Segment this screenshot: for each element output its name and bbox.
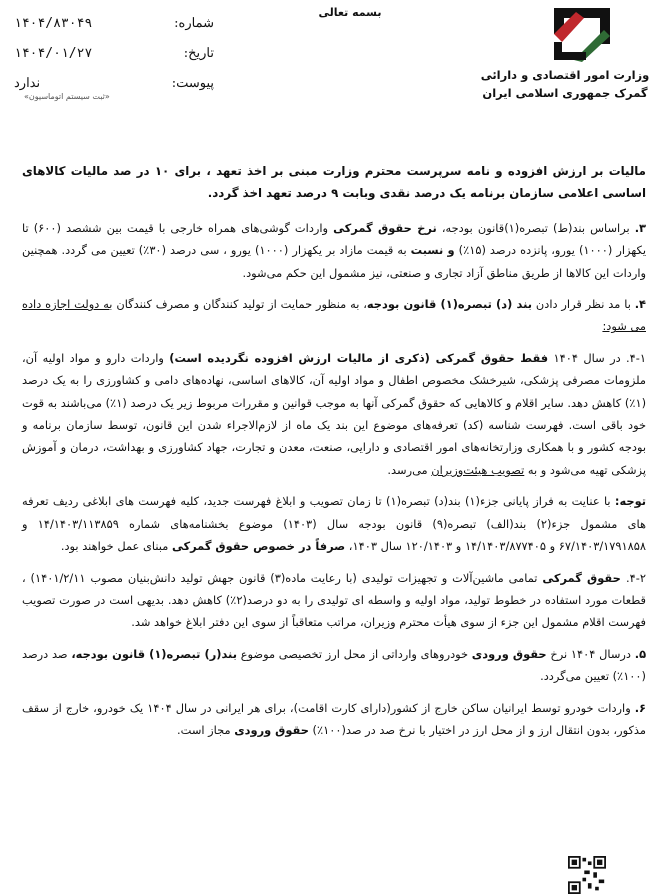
- note-bold-1: توجه:: [614, 494, 647, 509]
- paragraph-5: [22, 643, 646, 688]
- p3-text-1: براساس بند(ط) تبصره(۱)قانون بودجه،: [436, 220, 635, 235]
- number-label: شماره:: [174, 15, 214, 31]
- date-label: تاریخ:: [183, 45, 214, 61]
- p4-underline-1: به دولت اجازه داده می شود:: [22, 297, 646, 334]
- p5-bold-2: بند(ر) تبصره(۱) قانون بودجه،: [71, 646, 237, 661]
- number-row: [14, 8, 214, 38]
- attachment-value: ندارد: [14, 75, 41, 91]
- number-value: ۱۴۰۴/۸۳۰۴۹: [14, 15, 93, 31]
- date-value: ۱۴۰۴/۰۱/۲۷: [14, 45, 93, 61]
- p5-text-2: خودروهای وارداتی از محل ارز تخصیصی موضوع: [237, 646, 472, 661]
- p42-number: ۴-۲.: [626, 570, 646, 585]
- organization-name: [470, 66, 660, 102]
- p41-bold-1: فقط حقوق گمرکی (ذکری از مالیات ارزش افزوده نگردیده است): [169, 350, 549, 365]
- org-line-2: گمرک جمهوری اسلامی ایران: [482, 86, 648, 100]
- paragraph-4: [22, 293, 646, 338]
- p3-text-3: به قیمت مازاد بر یکهزار (۱۰۰۰) یورو ، سی درصد (۳۰٪) تعیین می گردد. همچنین واردات این کالاها از طریق مناطق آزاد تجاری و صنعتی، نیز مشمول این حکم می‌شود.: [22, 243, 646, 280]
- p42-text-1: تمامی ماشین‌آلات و تجهیزات تولیدی (با رعایت ماده(۳) قانون جهش تولید دانش‌بنیان مصوب ۱۴۰۱/۲/۱۱) ، قطعات مورد استفاده در خطوط تولید، مواد اولیه و واسطه ای تولیدی را به دو درصد(۲٪) کاهش دهد. بدیهی است در صورت تصویب فهرست اقلام مشمول این جزء از سوی هیأت محترم وزیران، مراتب متعاقباً از سوی این دفتر ابلاغ خواهد شد.: [22, 570, 647, 630]
- note-bold-2: صرفاً در خصوص حقوق گمرکی: [171, 539, 346, 554]
- note-text-1: با عنایت به فراز پایانی جزء(۱) بند(د) تبصره(۱) تا زمان تصویب و ابلاغ فهرست جدید، کلیه فهرست های ابلاغی ردیف تعرفه های مشمول جزء(۲) بند(الف) تبصره(۹) قانون بودجه سال (۱۴۰۳) موضوع بخشنامه‌های شماره ۱۴/۱۴۰۳/۱۱۳۸۵۹ و ۶۷/۱۴۰۳/۱۷۹۱۸۵۸ و ۱۴/۱۴۰۳/۸۷۷۴۰۵ و ۱۲۰/۱۴۰۳ سال ۱۴۰۳،: [22, 494, 646, 554]
- p6-number: ۶.: [634, 700, 646, 715]
- p3-number: ۳.: [634, 220, 646, 235]
- subject-paragraph: مالیات بر ارزش افزوده و نامه سرپرست محترم وزارت مبنی بر اخذ تعهد ، برای ۱۰ در صد مالیات کالاهای اساسی اعلامی سازمان برنامه یک درصد نقدی وبابت ۹ درصد تعهد اخذ گردد.: [22, 164, 646, 201]
- p41-text-3: می‌رسد.: [387, 462, 432, 477]
- p4-bold-1: بند (د) تبصره(۱) قانون بودجه: [366, 297, 533, 312]
- note-paragraph: [22, 490, 646, 557]
- p41-text-1: در سال ۱۴۰۴: [548, 350, 627, 365]
- p5-text-3: صد درصد (۱۰۰٪) تعیین می‌گردد.: [22, 646, 646, 684]
- p4-text-1: با مد نظر قرار دادن: [532, 297, 635, 312]
- note-text-2: مبنای عمل خواهند بود.: [60, 539, 172, 554]
- p3-bold-2: و نسبت: [410, 243, 455, 258]
- p4-number: ۴.: [634, 297, 646, 312]
- p6-bold-1: حقوق ورودی: [234, 722, 309, 737]
- paragraph-4-2: [22, 567, 646, 634]
- basmala: بسمه تعالی: [318, 6, 382, 19]
- paragraph-4-1: [22, 347, 646, 481]
- letter-meta: [14, 8, 214, 101]
- paragraph-3: [22, 217, 646, 284]
- p6-text-2: مجاز است.: [177, 722, 235, 737]
- p5-number: ۵.: [634, 646, 647, 661]
- letter-body: [22, 160, 646, 750]
- p41-number: ۴-۱.: [626, 350, 647, 365]
- customs-emblem-icon: [546, 4, 612, 64]
- p42-bold-1: حقوق گمرکی: [542, 570, 627, 585]
- attachment-label: پیوست:: [171, 75, 214, 91]
- p6-text-1: واردات خودرو توسط ایرانیان ساکن خارج از کشور(دارای کارت اقامت)، برای هر ایرانی در سال ۱۴۰۴ یک خودرو، خارج از سقف مذکور، بدون انتقال ارز و از محل ارز در اختیار با نرخ صد در صد(۱۰۰٪): [22, 700, 646, 737]
- p41-underline-1: تصویب هیئت‌وزیران: [431, 462, 525, 477]
- p5-bold-1: حقوق ورودی: [471, 646, 547, 661]
- automation-note: «ثبت سیستم اتوماسیون»: [24, 92, 110, 101]
- org-line-1: وزارت امور اقتصادی و دارائی: [480, 68, 650, 82]
- date-row: [14, 38, 214, 68]
- p41-text-2: واردات دارو و مواد اولیه آن، ملزومات مصرفی پزشکی، شیرخشک مخصوص اطفال و مواد اولیه آن، کالاهای اساسی، نهاده‌های دامی و کشاورزی را به یک درصد (۱٪) کاهش دهد. سایر اقلام و کالاهایی که حقوق گمرکی آنها به موجب قوانین و مقررات مربوط زیر یک درصد (۱٪) می‌باشند به قوت خود باقی است. فهرست شناسه (کد) تعرفه‌های موضوع این بند یک ماه از لازم‌الاجراء شدن این قانون، توسط سازمان برنامه و بودجه کشور و با همکاری وزارتخانه‌های امور اقتصادی و دارایی، صنعت، معدن و تجارت، جهاد کشاورزی و بهداشت، درمان و آموزش پزشکی تهیه می‌شود و به: [22, 350, 647, 477]
- p5-text-1: درسال ۱۴۰۴ نرخ: [546, 646, 635, 661]
- p4-text-2: ، به منظور حمایت از تولید کنندگان و مصرف کنندگان: [112, 297, 367, 312]
- p3-bold-1: نرخ حقوق گمرکی: [333, 220, 437, 235]
- p3-text-2: واردات گوشی‌های همراه خارجی با قیمت بین ششصد (۶۰۰) تا یکهزار (۱۰۰۰) یورو، پانزده درصد (۱۵٪): [22, 220, 646, 258]
- paragraph-6: [22, 697, 646, 742]
- qr-code-icon: [568, 856, 606, 894]
